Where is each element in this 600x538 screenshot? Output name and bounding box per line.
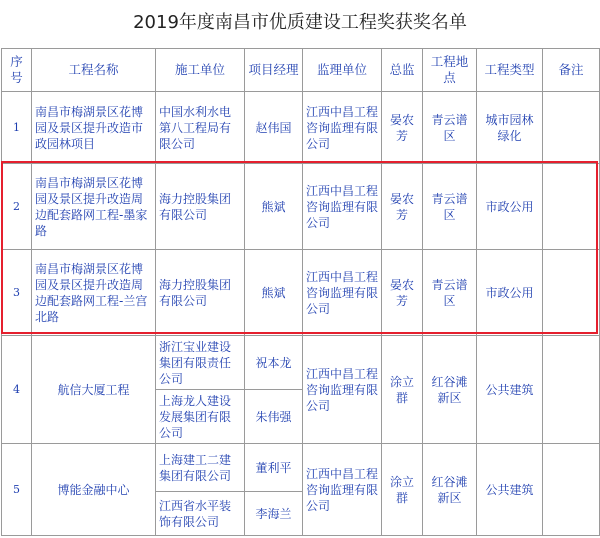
supervisor-unit: 江西中昌工程咨询监理有限公司 (303, 250, 382, 336)
contractor-unit: 上海建工二建集团有限公司 (156, 444, 245, 492)
col-header-name: 工程名称 (32, 49, 156, 92)
supervisor-unit: 江西中昌工程咨询监理有限公司 (303, 444, 382, 536)
col-header-supervisor: 监理单位 (303, 49, 382, 92)
chief-supervisor: 晏农芳 (382, 164, 423, 250)
project-location: 青云谱区 (423, 250, 477, 336)
table-row (2, 92, 600, 164)
contractor-unit: 浙江宝业建设集团有限责任公司 (156, 336, 245, 390)
project-manager: 李海兰 (245, 492, 303, 536)
row-number: 4 (2, 336, 32, 444)
project-location: 青云谱区 (423, 164, 477, 250)
supervisor-unit: 江西中昌工程咨询监理有限公司 (303, 336, 382, 444)
row-number: 1 (2, 92, 32, 164)
project-manager: 赵伟国 (245, 92, 303, 164)
col-header-no: 序号 (2, 49, 32, 92)
contractor-unit: 上海龙人建设发展集团有限公司 (156, 390, 245, 444)
project-manager: 朱伟强 (245, 390, 303, 444)
table-row (2, 164, 600, 250)
page-title: 2019年度南昌市优质建设工程奖获奖名单 (133, 12, 467, 33)
project-name: 南昌市梅湖景区花博园及景区提升改造周边配套路网工程-墨家路 (32, 164, 156, 250)
project-manager: 熊斌 (245, 250, 303, 336)
header-row (2, 49, 600, 92)
award-table (1, 48, 600, 536)
row-number: 5 (2, 444, 32, 536)
note (543, 250, 600, 336)
project-location: 红谷滩新区 (423, 336, 477, 444)
contractor-unit: 中国水利水电第八工程局有限公司 (156, 92, 245, 164)
note (543, 164, 600, 250)
row-number: 3 (2, 250, 32, 336)
project-name: 南昌市梅湖景区花博园及景区提升改造周边配套路网工程-兰宫北路 (32, 250, 156, 336)
contractor-unit: 海力控股集团有限公司 (156, 164, 245, 250)
col-header-manager: 项目经理 (245, 49, 303, 92)
chief-supervisor: 涂立群 (382, 444, 423, 536)
col-header-location: 工程地点 (423, 49, 477, 92)
table-row (2, 336, 600, 390)
project-location: 红谷滩新区 (423, 444, 477, 536)
table-row (2, 444, 600, 492)
note (543, 92, 600, 164)
project-name: 南昌市梅湖景区花博园及景区提升改造市政园林项目 (32, 92, 156, 164)
contractor-unit: 海力控股集团有限公司 (156, 250, 245, 336)
supervisor-unit: 江西中昌工程咨询监理有限公司 (303, 92, 382, 164)
table-row (2, 250, 600, 336)
note (543, 336, 600, 444)
col-header-note: 备注 (543, 49, 600, 92)
project-type: 市政公用 (477, 164, 543, 250)
col-header-type: 工程类型 (477, 49, 543, 92)
contractor-unit: 江西省水平装饰有限公司 (156, 492, 245, 536)
supervisor-unit: 江西中昌工程咨询监理有限公司 (303, 164, 382, 250)
project-manager: 熊斌 (245, 164, 303, 250)
project-name: 博能金融中心 (32, 444, 156, 536)
project-type: 城市园林绿化 (477, 92, 543, 164)
project-manager: 祝本龙 (245, 336, 303, 390)
col-header-contractor: 施工单位 (156, 49, 245, 92)
note (543, 444, 600, 536)
chief-supervisor: 晏农芳 (382, 250, 423, 336)
chief-supervisor: 晏农芳 (382, 92, 423, 164)
project-manager: 董利平 (245, 444, 303, 492)
project-location: 青云谱区 (423, 92, 477, 164)
row-number: 2 (2, 164, 32, 250)
project-type: 市政公用 (477, 250, 543, 336)
project-type: 公共建筑 (477, 444, 543, 536)
col-header-director: 总监 (382, 49, 423, 92)
project-type: 公共建筑 (477, 336, 543, 444)
project-name: 航信大厦工程 (32, 336, 156, 444)
chief-supervisor: 涂立群 (382, 336, 423, 444)
